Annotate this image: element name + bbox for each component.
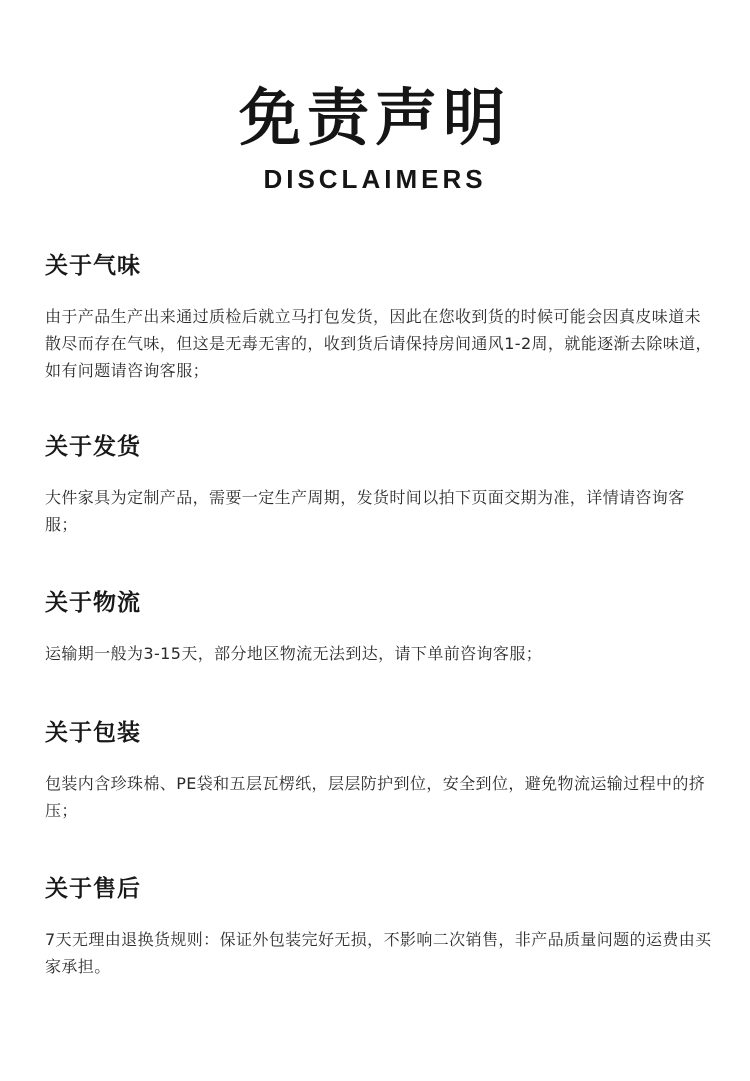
- section-smell: [45, 251, 715, 384]
- section-heading: 关于售后: [45, 876, 141, 902]
- page-header: [0, 78, 750, 196]
- section-heading: 关于发货: [45, 434, 141, 460]
- section-heading: 关于包装: [45, 720, 141, 746]
- section-heading: 关于气味: [45, 253, 141, 279]
- page-title: 免责声明: [238, 81, 511, 154]
- section-shipping: [45, 432, 715, 538]
- section-packaging: [45, 718, 715, 824]
- section-after-sales: [45, 874, 715, 980]
- section-logistics: [45, 588, 715, 667]
- section-body: 运输期一般为3-15天，部分地区物流无法到达，请下单前咨询客服；: [45, 644, 543, 663]
- section-body: 包装内含珍珠棉、PE袋和五层瓦楞纸，层层防护到位，安全到位，避免物流运输过程中的挤压；: [45, 774, 706, 820]
- section-body: 大件家具为定制产品，需要一定生产周期，发货时间以拍下页面交期为准，详情请咨询客服；: [45, 488, 685, 534]
- section-body: 由于产品生产出来通过质检后就立马打包发货，因此在您收到货的时候可能会因真皮味道未散尽而存在气味，但这是无毒无害的，收到货后请保持房间通风1-2周，就能逐渐去除味道，如有问题请咨询客服；: [45, 307, 712, 380]
- section-heading: 关于物流: [45, 590, 141, 616]
- section-body: 7天无理由退换货规则：保证外包装完好无损，不影响二次销售，非产品质量问题的运费由买家承担。: [45, 930, 712, 976]
- page-subtitle: DISCLAIMERS: [263, 164, 487, 194]
